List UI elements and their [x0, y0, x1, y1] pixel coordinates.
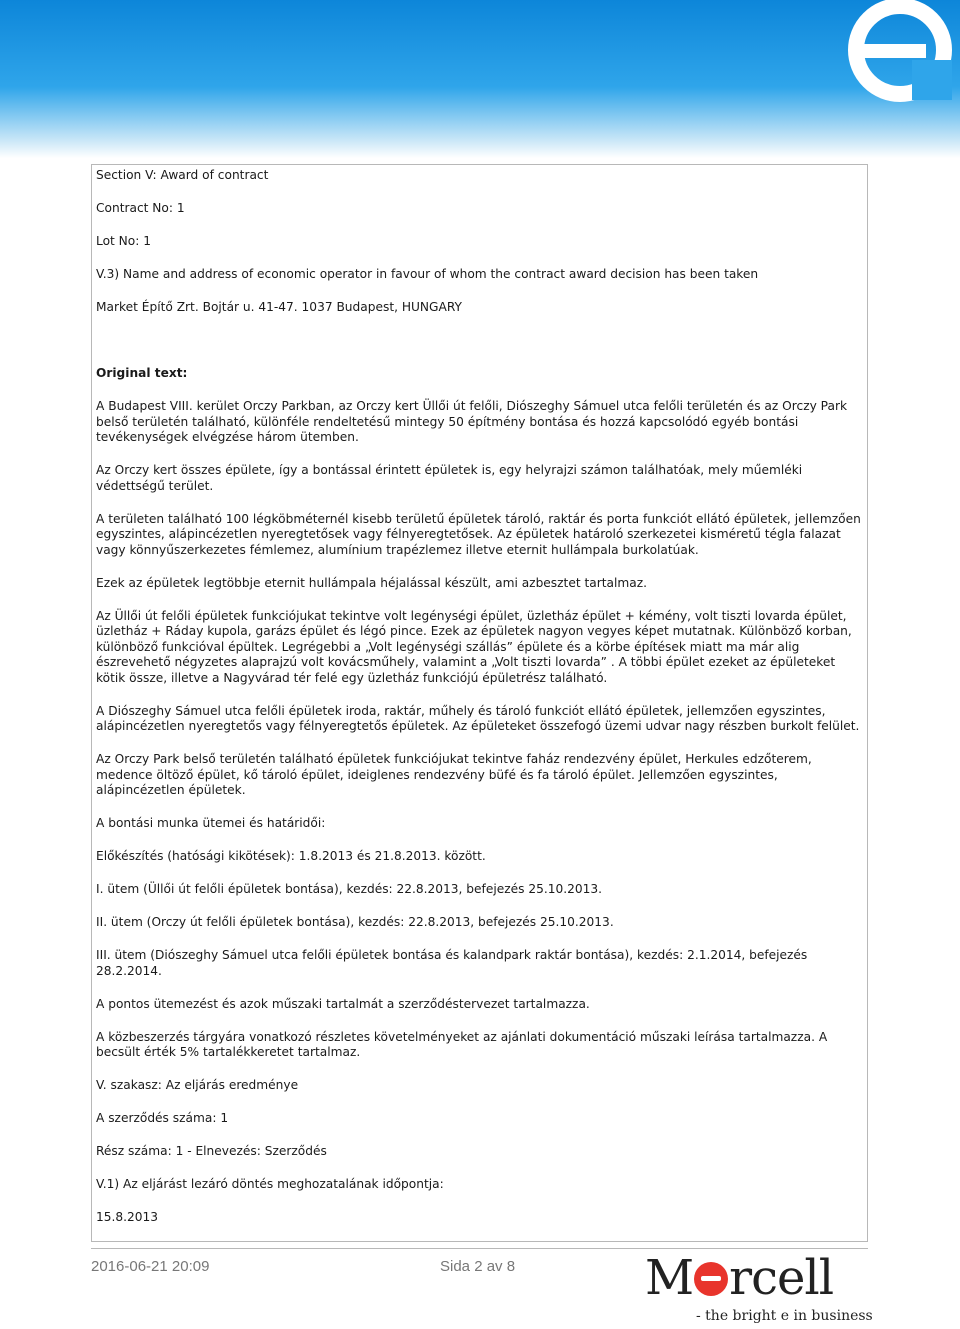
footer-divider — [91, 1248, 868, 1249]
paragraph: V.1) Az eljárást lezáró döntés meghozatalának időpontja: — [96, 1177, 444, 1191]
section-heading: Section V: Award of contract — [96, 168, 269, 182]
footer-page-number: Sida 2 av 8 — [440, 1258, 516, 1275]
document-body — [96, 168, 868, 1243]
lot-number: Lot No: 1 — [96, 234, 151, 248]
brand-logo — [645, 1250, 834, 1306]
paragraph: A bontási munka ütemei és határidői: — [96, 816, 326, 830]
brand-tagline: - the bright e in business — [696, 1308, 873, 1324]
brand-e-mark-icon — [694, 1262, 728, 1296]
paragraph: A pontos ütemezést és azok műszaki tartalmát a szerződéstervezet tartalmazza. — [96, 996, 590, 1011]
paragraph: A Diószeghy Sámuel utca felőli épületek iroda, raktár, műhely és tároló funkciót ellátó épületek, jellemzően egyszintes, alápincézetlen nyeregtetős vagy félnyeregtetős épületek. Az épületeket összefogó üzemi udvar nagy részben burkolt felület. — [96, 703, 860, 733]
paragraph: I. ütem (Üllői út felőli épületek bontása), kezdés: 22.8.2013, befejezés 25.10.2013. — [96, 882, 602, 896]
paragraph: Ezek az épületek legtöbbje eternit hullámpala héjalással készült, ami azbesztet tartalmaz. — [96, 575, 647, 590]
paragraph: V. szakasz: Az eljárás eredménye — [96, 1078, 299, 1092]
paragraph: III. ütem (Diószeghy Sámuel utca felőli épületek bontása és kalandpark raktár bontása), kezdés: 2.1.2014, befejezés 28.2.2014. — [96, 948, 808, 978]
original-text-label: Original text: — [96, 366, 188, 380]
paragraph: 15.8.2013 — [96, 1210, 159, 1224]
paragraph: A közbeszerzés tárgyára vonatkozó részletes követelményeket az ajánlati dokumentáció műszaki leírása tartalmazza. A becsült érték 5% tartalékkeretet tartalmaz. — [96, 1029, 828, 1059]
paragraph: Az Orczy kert összes épülete, így a bontással érintett épületek is, egy helyrajzi számon találhatóak, mely műemléki védettségű terület. — [96, 463, 803, 493]
header-banner — [0, 0, 960, 158]
paragraph: Az Üllői út felőli épületek funkciójukat tekintve volt legénységi épület, üzletház épület + kémény, volt tiszti lovarda épület, üzletház + Ráday kupola, garázs épület és légó pince. Ezek az épületek nagyon vegyes képet mutatnak. Különböző korban, különböző funkcióval épültek. Legrégebbi a „Volt legénységi szállás” épülete és a körbe építések miatt ma már alig észrevehető négyzetes alaprajzú volt kovácsműhely, valamint a „Volt tiszti lovarda” . A többi épület ezeket az épületeket kötik össze, illetve a Nagyvárad tér felé egy üzletház funkciójú épületrész található. — [96, 608, 852, 685]
contract-number: Contract No: 1 — [96, 201, 185, 215]
paragraph: A Budapest VIII. kerület Orczy Parkban, az Orczy kert Üllői út felőli, Diószeghy Sámuel utca felőli területén és az Orczy Park belső területén található, különféle rendeltetésű mintegy 50 építmény bontása és hozzá kapcsolódó egyéb bontási tevékenységek elvégzése három ütemben. — [96, 399, 848, 444]
brand-name-start: M — [645, 1250, 694, 1306]
paragraph: Rész száma: 1 - Elnevezés: Szerződés — [96, 1144, 327, 1158]
paragraph: II. ütem (Orczy út felőli épületek bontása), kezdés: 22.8.2013, befejezés 25.10.2013. — [96, 915, 614, 929]
operator-address: Market Építő Zrt. Bojtár u. 41-47. 1037 Budapest, HUNGARY — [96, 300, 462, 314]
footer-timestamp: 2016-06-21 20:09 — [91, 1258, 210, 1275]
brand-e-icon — [842, 0, 952, 110]
paragraph: A területen található 100 légköbméternél kisebb területű épületek tároló, raktár és porta funkciót ellátó épületek, jellemzően egyszintes, alápincézetlen nyeregtetősek vagy félnyeregtetősek. Az épületek határoló szerkezetei kisméretű tégla falazat vagy könnyűszerkezetes fémlemez, alumínium trapézlemez illetve eternit hullámpala burkolatúak. — [96, 511, 861, 557]
brand-name-end: rcell — [729, 1250, 834, 1306]
paragraph: A szerződés száma: 1 — [96, 1111, 229, 1125]
operator-heading: V.3) Name and address of economic operator in favour of whom the contract award decision has been taken — [96, 267, 759, 281]
paragraph: Az Orczy Park belső területén található épületek funkciójukat tekintve faház rendezvény épület, Herkules edzőterem, medence öltöző épület, kő tároló épület, ideiglenes rendezvény büfé és fa tároló épület. Jellemzően egyszintes, alápincézetlen épületek. — [96, 752, 812, 797]
paragraph: Előkészítés (hatósági kikötések): 1.8.2013 és 21.8.2013. között. — [96, 849, 486, 863]
